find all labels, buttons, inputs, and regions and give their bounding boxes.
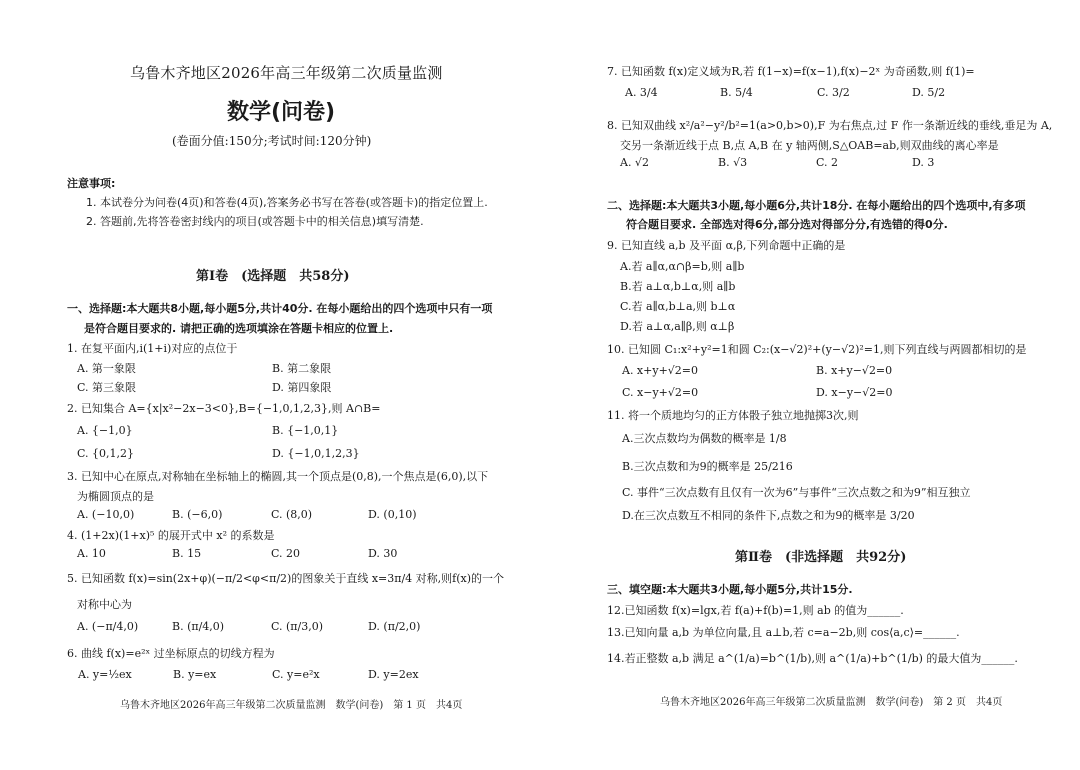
question-2-option-b: B. {−1,0,1} [272,424,339,437]
question-9-option-b: B.若 a⊥α,b⊥α,则 a∥b [620,280,736,293]
question-3-option-b: B. (−6,0) [172,508,223,521]
question-4-option-b: B. 15 [172,547,202,560]
notice-heading: 注意事项: [67,177,116,190]
question-11-option-b: B.三次点数和为9的概率是 25/216 [622,460,793,473]
question-8-option-a: A. √2 [620,156,649,169]
question-7-stem: 7. 已知函数 f(x)定义域为R,若 f(1−x)=f(x−1),f(x)−2ˣ 为奇函数,则 f(1)= [607,65,975,78]
question-6-option-d: D. y=2ex [368,668,419,681]
question-5-option-b: B. (π/4,0) [172,620,225,633]
question-4-option-d: D. 30 [368,547,398,560]
question-3-option-d: D. (0,10) [368,508,417,521]
question-3-stem-cont: 为椭圆顶点的是 [77,490,154,503]
exam-subtitle: 数学(问卷) [227,100,336,125]
question-4-stem: 4. (1+2x)(1+x)⁵ 的展开式中 x² 的系数是 [67,529,275,542]
section-1-instructions-cont: 是符合题目要求的. 请把正确的选项填涂在答题卡相应的位置上. [84,322,394,335]
exam-page-2 [540,0,1080,770]
question-10-option-b: B. x+y−√2=0 [816,364,893,377]
question-2-option-d: D. {−1,0,1,2,3} [272,447,360,460]
page-2-footer: 乌鲁木齐地区2026年高三年级第二次质量监测 数学(问卷) 第 2 页 共4页 [660,697,1003,708]
question-9-stem: 9. 已知直线 a,b 及平面 α,β,下列命题中正确的是 [607,239,846,252]
question-8-stem-cont: 交另一条渐近线于点 B,点 A,B 在 y 轴两侧,S△OAB=ab,则双曲线的离心率是 [620,139,999,152]
notice-item: 2. 答题前,先将答卷密封线内的项目(或答题卡中的相关信息)填写清楚. [86,215,424,228]
question-9-option-a: A.若 a∥α,α∩β=b,则 a∥b [620,260,745,273]
volume-1-heading: 第Ⅰ卷 (选择题 共58分) [196,269,350,284]
question-7-option-c: C. 3/2 [817,86,850,99]
volume-2-heading: 第Ⅱ卷 (非选择题 共92分) [735,550,907,565]
question-10-stem: 10. 已知圆 C₁:x²+y²=1和圆 C₂:(x−√2)²+(y−√2)²=1,则下列直线与两圆都相切的是 [607,343,1027,356]
question-11-stem: 11. 将一个质地均匀的正方体骰子独立地抛掷3次,则 [607,409,859,422]
question-11-option-c: C. 事件“三次点数有且仅有一次为6”与事件“三次点数之和为9”相互独立 [622,486,971,499]
question-6-stem: 6. 曲线 f(x)=e²ˣ 过坐标原点的切线方程为 [67,647,275,660]
question-11-option-a: A.三次点数均为偶数的概率是 1/8 [622,432,787,445]
question-10-option-c: C. x−y+√2=0 [622,386,699,399]
question-2-stem: 2. 已知集合 A={x|x²−2x−3<0},B={−1,0,1,2,3},则 A∩B= [67,402,381,415]
question-6-option-c: C. y=e²x [272,668,320,681]
question-14: 14.若正整数 a,b 满足 a^(1/a)=b^(1/b),则 a^(1/a)+b^(1/b) 的最大值为______. [607,652,1018,665]
question-2-option-c: C. {0,1,2} [77,447,135,460]
section-2-instructions-cont: 符合题目要求. 全部选对得6分,部分选对得部分分,有选错的得0分. [626,218,948,231]
question-8-option-d: D. 3 [912,156,935,169]
question-10-option-d: D. x−y−√2=0 [816,386,893,399]
question-7-option-d: D. 5/2 [912,86,946,99]
section-3-instructions: 三、填空题:本大题共3小题,每小题5分,共计15分. [607,583,853,596]
question-1-stem: 1. 在复平面内,i(1+i)对应的点位于 [67,342,238,355]
question-8-option-b: B. √3 [718,156,748,169]
question-11-option-d: D.在三次点数互不相同的条件下,点数之和为9的概率是 3/20 [622,509,915,522]
section-1-instructions: 一、选择题:本大题共8小题,每小题5分,共计40分. 在每小题给出的四个选项中只有一项 [67,302,493,315]
notice-item: 1. 本试卷分为问卷(4页)和答卷(4页),答案务必书写在答卷(或答题卡)的指定位置上. [86,196,488,209]
question-13: 13.已知向量 a,b 为单位向量,且 a⊥b,若 c=a−2b,则 cos⟨a,c⟩=______. [607,626,960,639]
exam-meta: (卷面分值:150分;考试时间:120分钟) [172,134,372,148]
question-7-option-a: A. 3/4 [625,86,658,99]
question-5-stem: 5. 已知函数 f(x)=sin(2x+φ)(−π/2<φ<π/2)的图象关于直线 x=3π/4 对称,则f(x)的一个 [67,572,505,585]
question-4-option-a: A. 10 [77,547,106,560]
question-8-stem: 8. 已知双曲线 x²/a²−y²/b²=1(a>0,b>0),F 为右焦点,过 F 作一条渐近线的垂线,垂足为 A, [607,119,1053,132]
question-5-option-a: A. (−π/4,0) [77,620,139,633]
question-1-option-c: C. 第三象限 [77,381,137,394]
question-5-option-d: D. (π/2,0) [368,620,421,633]
question-6-option-a: A. y=½ex [78,668,132,681]
question-2-option-a: A. {−1,0} [77,424,133,437]
section-2-instructions: 二、选择题:本大题共3小题,每小题6分,共计18分. 在每小题给出的四个选项中,有多项 [607,199,1026,212]
question-9-option-c: C.若 a∥α,b⊥a,则 b⊥α [620,300,736,313]
question-5-option-c: C. (π/3,0) [271,620,324,633]
question-1-option-a: A. 第一象限 [77,362,136,375]
question-7-option-b: B. 5/4 [720,86,753,99]
question-8-option-c: C. 2 [816,156,839,169]
question-10-option-a: A. x+y+√2=0 [622,364,699,377]
question-4-option-c: C. 20 [271,547,301,560]
question-9-option-d: D.若 a⊥α,a∥β,则 α⊥β [620,320,735,333]
question-3-stem: 3. 已知中心在原点,对称轴在坐标轴上的椭圆,其一个顶点是(0,8),一个焦点是(6,0),以下 [67,470,489,483]
question-6-option-b: B. y=ex [173,668,217,681]
question-1-option-d: D. 第四象限 [272,381,332,394]
question-12: 12.已知函数 f(x)=lgx,若 f(a)+f(b)=1,则 ab 的值为______. [607,604,904,617]
exam-title: 乌鲁木齐地区2026年高三年级第二次质量监测 [130,64,443,82]
question-3-option-a: A. (−10,0) [77,508,135,521]
question-3-option-c: C. (8,0) [271,508,313,521]
page-1-footer: 乌鲁木齐地区2026年高三年级第二次质量监测 数学(问卷) 第 1 页 共4页 [120,700,463,711]
question-5-stem-cont: 对称中心为 [77,598,132,611]
question-1-option-b: B. 第二象限 [272,362,332,375]
